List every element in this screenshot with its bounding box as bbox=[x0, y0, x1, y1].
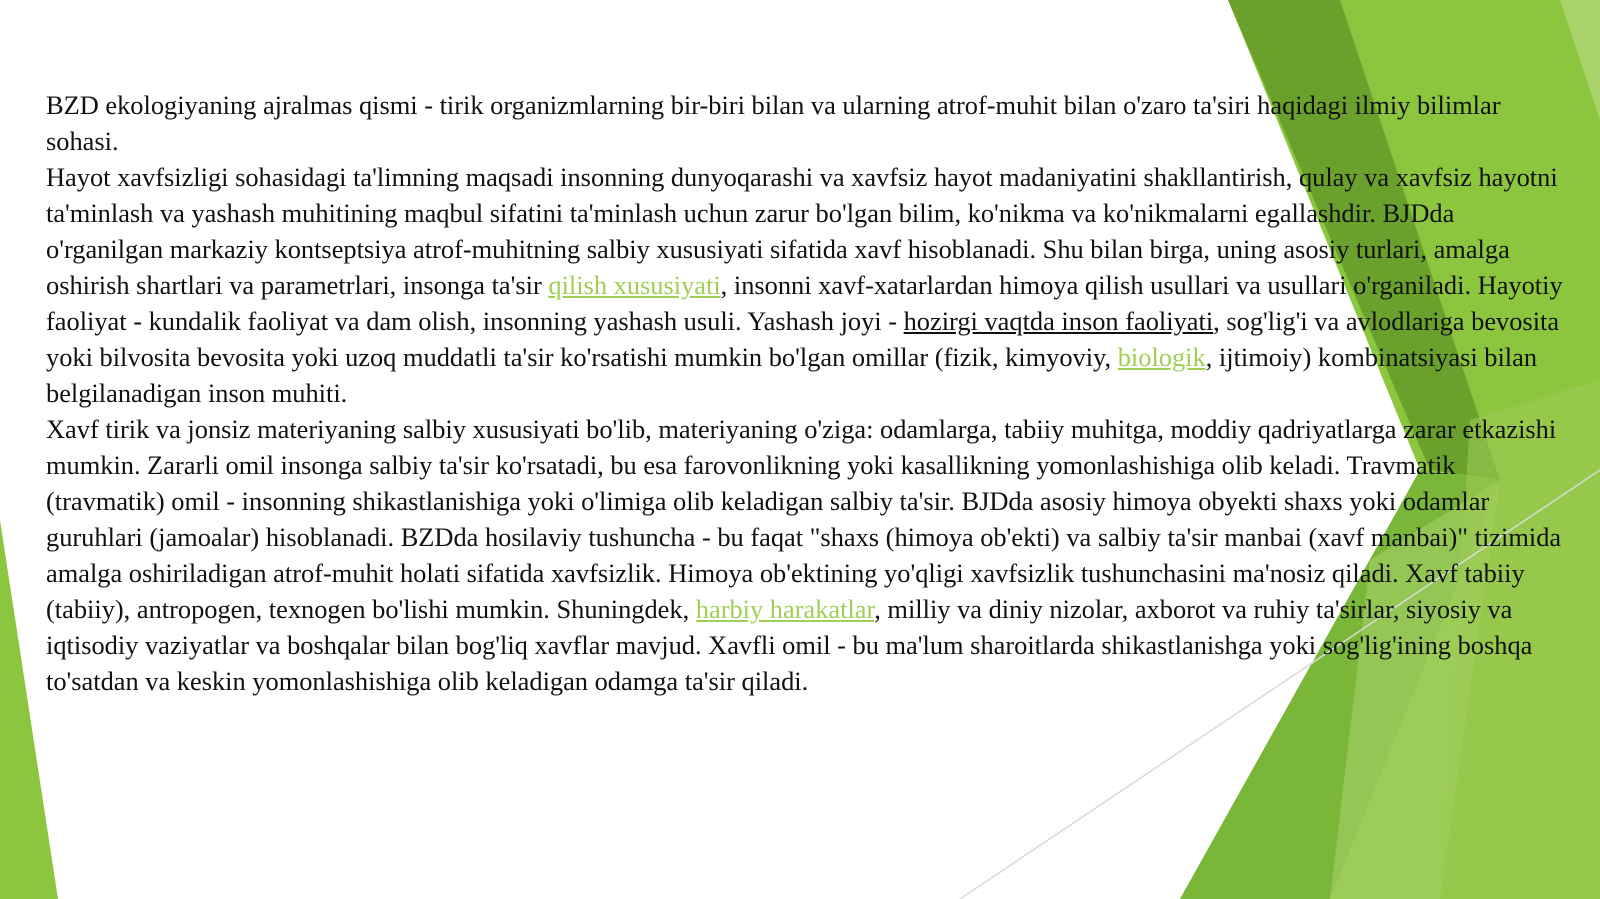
paragraph-text: Hayot xavfsizligi sohasidagi ta'limning maqsadi insonning dunyoqarashi va xavfsiz hayot madaniyatini shakllantirish, qulay va xavfsiz hayotni ta'minlash va yashash muhitining maqbul sifatini ta'minlash uchun zarur bo'lgan bilim, ko'nikma va ko'nikmalarni egallashdir. BJDda o'rganilgan markaziy kontseptsiya atrof-muhitning salbiy xususiyati sifatida xavf hisoblanadi. Shu bilan birga, uning asosiy turlari, amalga oshirish shartlari va parametrlari, insonga ta'sir bbox=[46, 162, 1558, 300]
paragraph-bzd-definition bbox=[46, 87, 1576, 159]
paragraph-text: , milliy va diniy nizolar, axborot va ruhiy ta'sirlar, siyosiy va iqtisodiy vaziyatlar va boshqalar bilan bog'liq xavflar mavjud. Xavfli omil - bu ma'lum sharoitlarda shikastlanishga yoki sog'lig'ining boshqa to'satdan va keskin yomonlashishiga olib keladigan odamga ta'sir qiladi. bbox=[46, 594, 1533, 696]
slide-text-body bbox=[46, 87, 1576, 699]
paragraph-text: Xavf tirik va jonsiz materiyaning salbiy xususiyati bo'lib, materiyaning o'ziga: odamlarga, tabiiy muhitga, moddiy qadriyatlarga zarar etkazishi mumkin. Zararli omil insonga salbiy ta'sir ko'rsatadi, bu esa farovonlikning yoki kasallikning yomonlashishiga olib keladi. Travmatik (travmatik) omil - insonning shikastlanishiga yoki o'limiga olib keladigan salbiy ta'sir. BJDda asosiy himoya obyekti shaxs yoki odamlar guruhlari (jamoalar) hisoblanadi. BZDda hosilaviy tushuncha - bu faqat "shaxs (himoya ob'ekti) va salbiy ta'sir manbai (xavf manbai)" tizimida amalga oshiriladigan atrof-muhit holati sifatida xavfsizlik. Himoya ob'ektining yo'qligi xavfsizlik tushunchasini ma'nosiz qiladi. Xavf tabiiy (tabiiy), antropogen, texnogen bo'lishi mumkin. Shuningdek, bbox=[46, 414, 1562, 624]
link-qilish-xususiyati[interactable]: qilish xususiyati bbox=[548, 270, 721, 300]
paragraph-text: , ijtimoiy) kombinatsiyasi bilan belgilanadigan inson muhiti. bbox=[46, 342, 1538, 408]
paragraph-education-goal bbox=[46, 159, 1576, 411]
paragraph-hazard-definition bbox=[46, 411, 1576, 699]
link-hozirgi-vaqtda-inson-faoliyati[interactable]: hozirgi vaqtda inson faoliyati bbox=[903, 306, 1214, 336]
paragraph-text: , insonni xavf-xatarlardan himoya qilish usullari va usullari o'rganiladi. Hayotiy faoliyat - kundalik faoliyat va dam olish, insonning yashash usuli. Yashash joyi - bbox=[46, 270, 1563, 336]
link-biologik[interactable]: biologik bbox=[1117, 342, 1206, 372]
link-harbiy-harakatlar[interactable]: harbiy harakatlar bbox=[695, 594, 875, 624]
paragraph-text: BZD ekologiyaning ajralmas qismi - tirik organizmlarning bir-biri bilan va ularning atrof-muhit bilan o'zaro ta'siri haqidagi ilmiy bilimlar sohasi. bbox=[46, 90, 1501, 156]
paragraph-text: , sog'lig'i va avlodlariga bevosita yoki bilvosita bevosita yoki uzoq muddatli ta'sir ko'rsatishi mumkin bo'lgan omillar (fizik, kimyoviy, bbox=[46, 306, 1560, 372]
